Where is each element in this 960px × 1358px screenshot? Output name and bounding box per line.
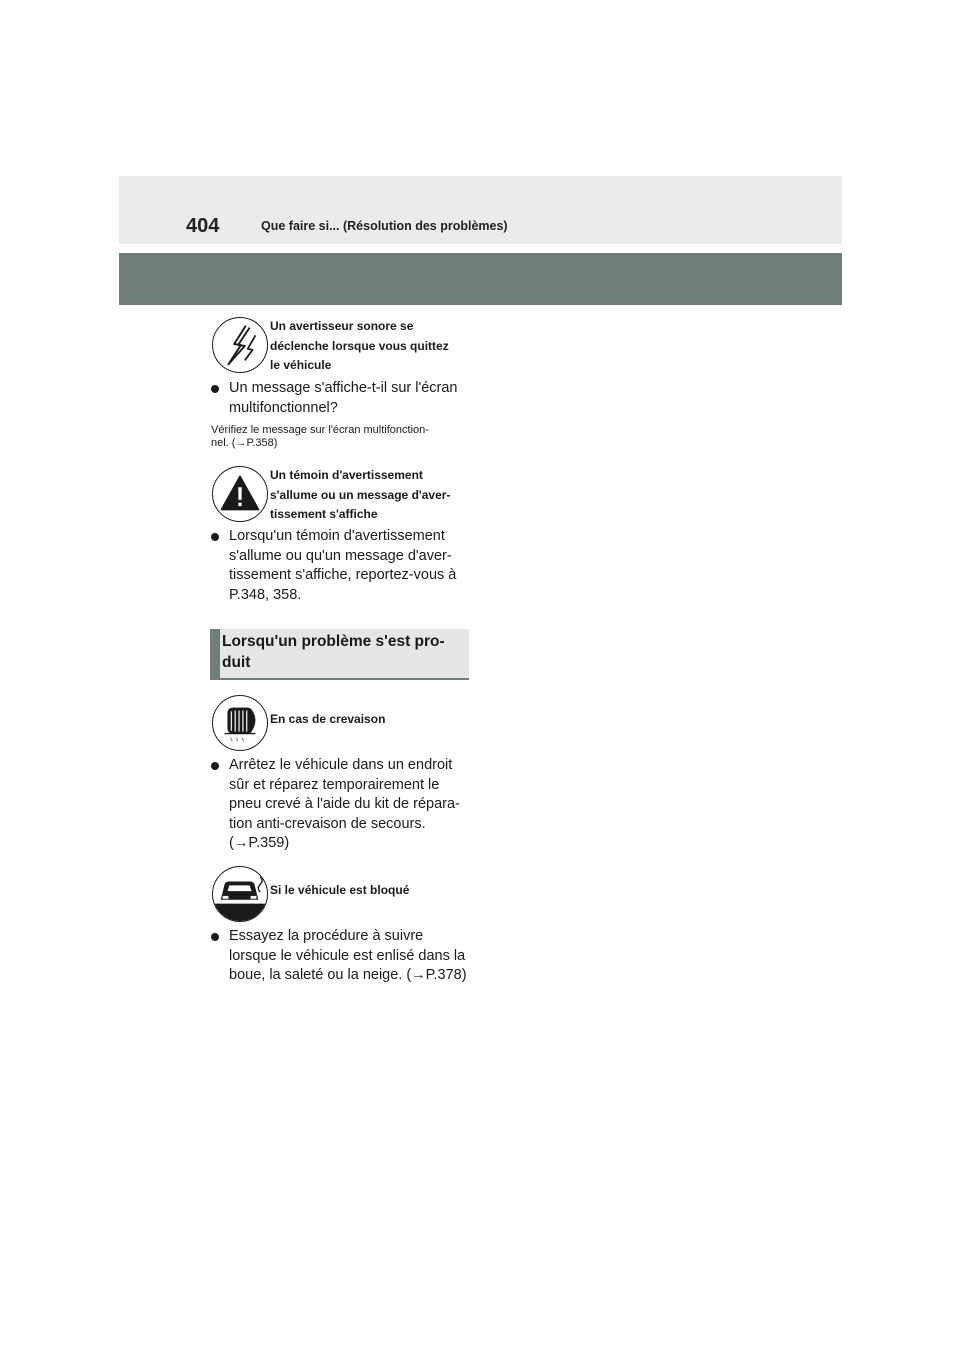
bullet-text (229, 756, 473, 854)
note-line: nel. (→P.358) (211, 437, 278, 449)
caption-line: Si le véhicule est bloqué (270, 883, 410, 897)
bullet-line: pneu crevé à l'aide du kit de répara- (229, 796, 460, 812)
bullet-dot (211, 933, 219, 941)
bullet-line: boue, la saleté ou la neige. (→P.378) (229, 967, 467, 983)
subsection-accent (210, 629, 220, 678)
header-bar (119, 176, 842, 244)
bullet-line: P.348, 358. (229, 586, 302, 603)
flat-tire-item (210, 695, 480, 755)
stuck-car-caption (270, 881, 470, 901)
bullet-text (229, 379, 473, 418)
flat-tire-icon (212, 695, 268, 751)
bullet-stuck-car (211, 927, 473, 986)
bullet-dot (211, 762, 219, 770)
bullet-line: Lorsqu'un témoin d'avertissement (229, 528, 445, 544)
bullet-dot (211, 533, 219, 541)
caption-line: Un témoin d'avertissement (270, 468, 423, 482)
warning-triangle-icon (212, 466, 268, 522)
caption-line: le véhicule (270, 358, 332, 372)
bullet-line: Un message s'affiche-t-il sur l'écran (229, 380, 458, 396)
note-line: Vérifiez le message sur l'écran multifonction- (211, 424, 429, 436)
bullet-flat-tire (211, 756, 473, 854)
bullet-line: tissement s'affiche, reportez-vous à (229, 567, 457, 583)
bullet-line: s'allume ou qu'un message d'aver- (229, 547, 452, 564)
bullet-warning-light (211, 527, 473, 605)
bullet-line: (→P.359) (229, 835, 290, 851)
bullet-line: Essayez la procédure à suivre (229, 928, 424, 944)
stuck-car-item (210, 866, 480, 926)
subsection-title (222, 631, 467, 673)
bullet-dot (211, 385, 219, 393)
caption-line: déclenche lorsque vous quittez (270, 338, 449, 353)
title-line: duit (222, 654, 251, 671)
warning-item (210, 466, 480, 526)
bullet-text (229, 527, 473, 605)
caption-line: En cas de crevaison (270, 712, 386, 726)
bullet-line: multifonctionnel? (229, 399, 338, 416)
bullet-line: Arrêtez le véhicule dans un endroit (229, 757, 453, 773)
caption-line: tissement s'affiche (270, 507, 378, 521)
stuck-car-icon (212, 866, 268, 922)
title-line: Lorsqu'un problème s'est pro- (222, 633, 445, 650)
subsection-heading (210, 629, 469, 680)
bullet-line: tion anti-crevaison de secours. (229, 815, 426, 832)
bullet-message-check (211, 379, 473, 418)
lightning-bolt-icon (212, 317, 268, 373)
caption-line: s'allume ou un message d'aver- (270, 487, 451, 502)
alarm-item (210, 317, 480, 377)
alarm-caption (270, 317, 470, 376)
bullet-line: sûr et réparez temporairement le (229, 776, 440, 793)
bullet-text (229, 927, 473, 986)
note-text (211, 424, 473, 450)
flat-tire-caption (270, 710, 470, 730)
warning-caption (270, 466, 470, 525)
bullet-line: lorsque le véhicule est enlisé dans la (229, 947, 466, 964)
page-number: 404 (186, 215, 220, 237)
caption-line: Un avertisseur sonore se (270, 319, 414, 333)
running-title: Que faire si... (Résolution des problèmes) (261, 219, 508, 233)
section-band (119, 253, 842, 305)
